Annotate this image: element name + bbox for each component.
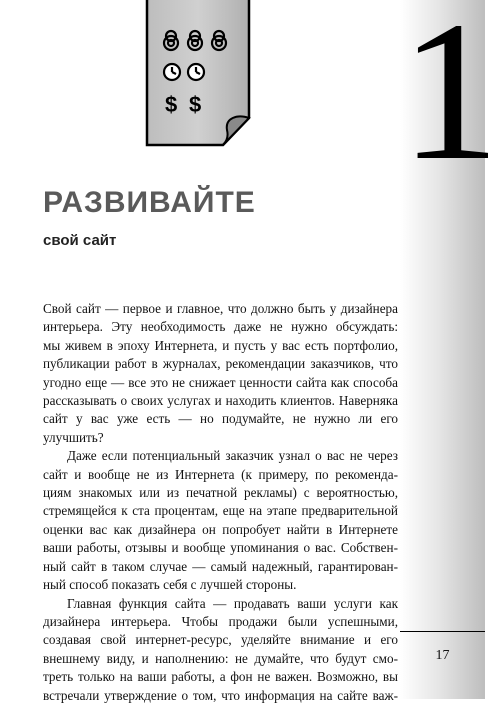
- text-line: циям знакомых или из печатной рекламы) с вероятностью,: [43, 485, 398, 501]
- text-line: треть только на ваши работы, а фон не важен. Возможно, вы: [43, 669, 398, 685]
- text-line: ный способ показать себя с лучшей стороны.: [43, 577, 297, 593]
- text-line: оценки вас как дизайнера он попробует найти в Интернете: [43, 521, 398, 537]
- text-line: создавая свой интернет-ресурс, уделяйте внимание и его: [43, 632, 398, 648]
- page-number: 17: [435, 648, 450, 663]
- svg-text:$: $: [165, 92, 178, 117]
- text-line: Даже если потенциальный заказчик узнал о вас не через: [67, 448, 398, 464]
- text-line: сайт и вообще не из Интернета (к примеру, по рекоменда-: [43, 466, 398, 482]
- text-line: интерьера. Эту необходимость даже не нужно обсуждать:: [43, 319, 398, 335]
- text-line: ваши работы, отзывы и вообще упоминания о вас. Собствен-: [43, 540, 398, 556]
- text-line: сайт у вас уже есть — но подумайте, не нужно ли его улучшить?: [43, 411, 398, 445]
- chapter-title: РАЗВИВАЙТЕ: [43, 186, 256, 219]
- text-line: стремящейся к ста процентам, еще на этапе предварительной: [43, 503, 398, 519]
- chapter-number: 1: [400, 0, 500, 202]
- text-line: угодно еще — все это не снижает ценности сайта как способа: [43, 374, 398, 390]
- body-text: [43, 300, 398, 705]
- svg-text:$: $: [189, 92, 202, 117]
- note-icon: [145, 0, 253, 150]
- text-line: рассказывать о своих услугах и находить клиентов. Наверняка: [43, 393, 398, 409]
- text-line: Главная функция сайта — продавать ваши услуги как: [67, 595, 398, 611]
- chapter-subtitle: свой сайт: [43, 232, 117, 249]
- text-line: публикации работ в журналах, рекомендации заказчиков, что: [43, 356, 398, 372]
- text-line: ный сайт в таком случае — самый надежный, гарантирован-: [43, 558, 398, 574]
- footer-rule: [400, 631, 485, 632]
- text-line: мы живем в эпоху Интернета, и пусть у вас есть портфолио,: [43, 337, 398, 353]
- text-line: внешнему виду, и наполнению: не думайте, что будут смо-: [43, 650, 398, 666]
- text-line: Свой сайт — первое и главное, что должно быть у дизайнера: [43, 301, 398, 316]
- text-line: встречали утверждение о том, что информация на сайте важ-: [43, 687, 398, 703]
- text-line: дизайнера интерьера. Чтобы продажи были успешными,: [43, 613, 398, 629]
